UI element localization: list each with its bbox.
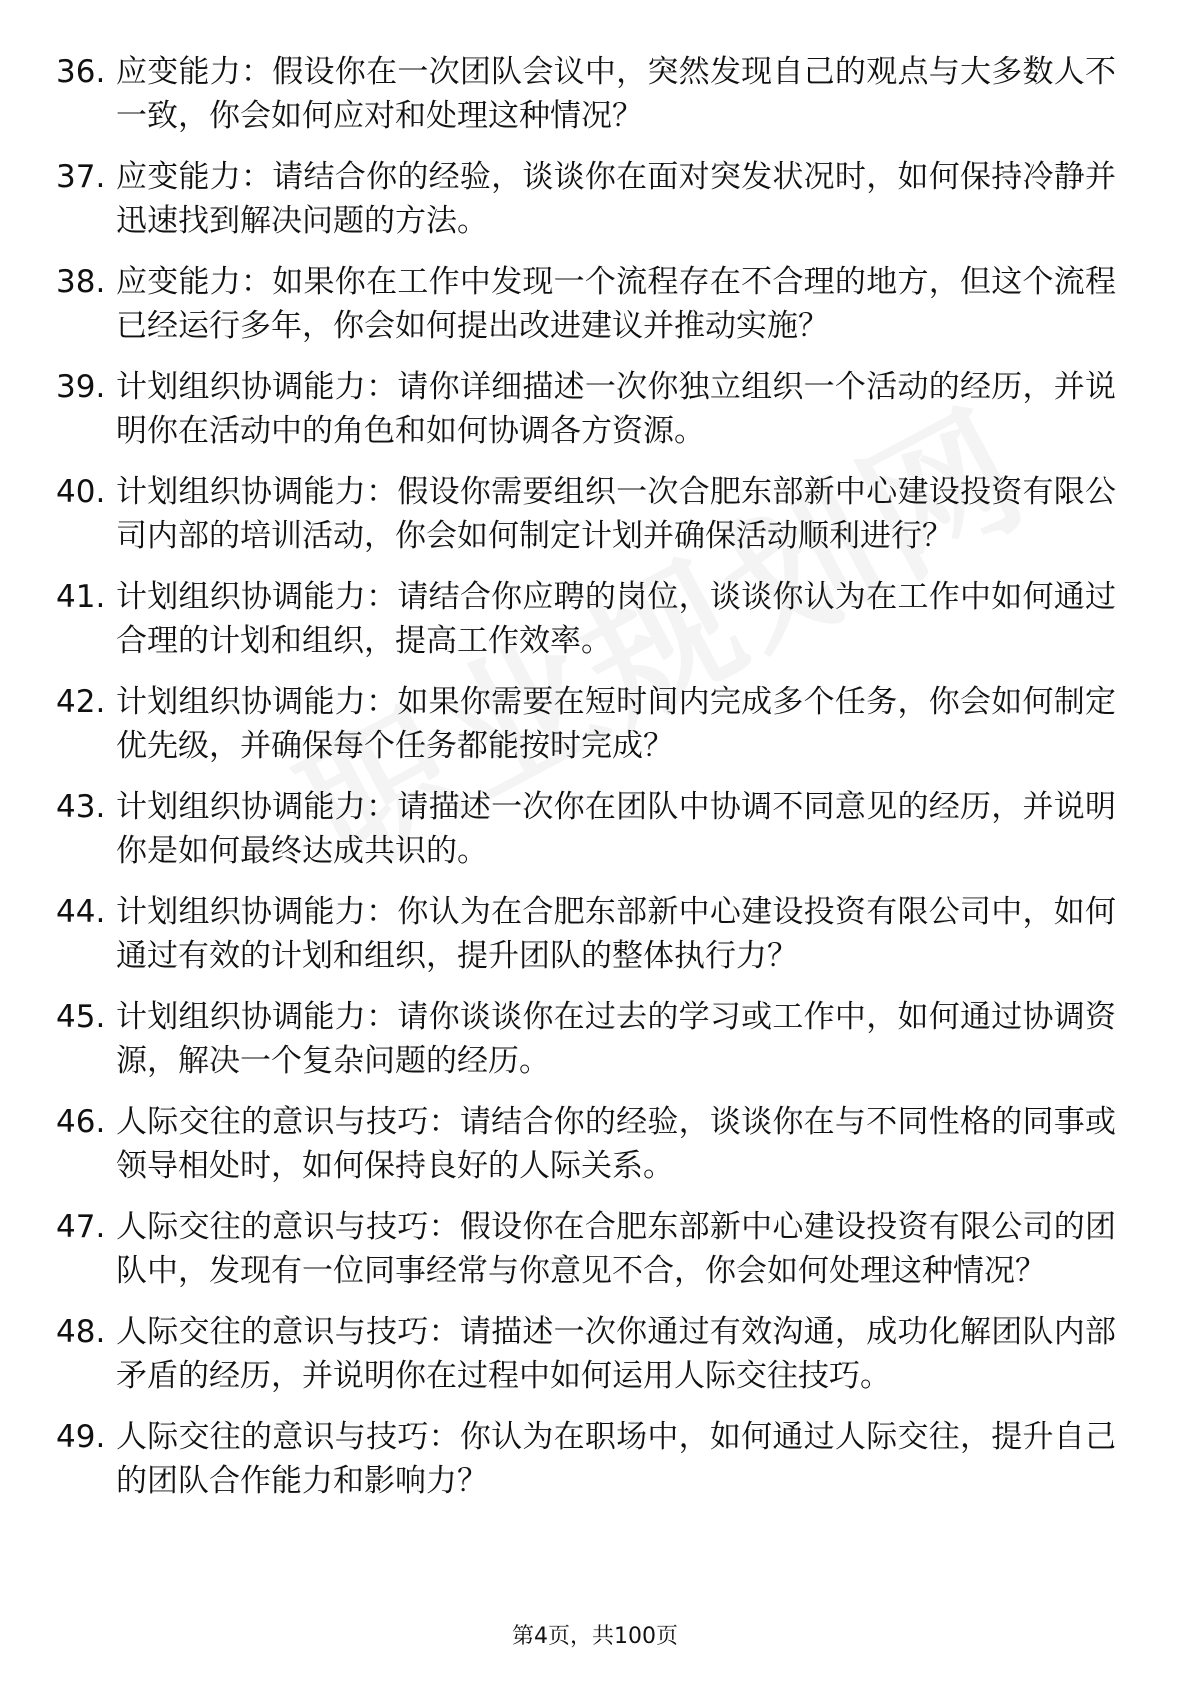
- question-number: 42.: [56, 684, 106, 720]
- question-text: 计划组织协调能力：请你谈谈你在过去的学习或工作中，如何通过协调资源，解决一个复杂问题的经历。: [116, 999, 1116, 1079]
- question-item: [56, 1205, 1116, 1293]
- question-number: 41.: [56, 579, 106, 615]
- question-item: [56, 1310, 1116, 1398]
- question-text: 人际交往的意识与技巧：假设你在合肥东部新中心建设投资有限公司的团队中，发现有一位同事经常与你意见不合，你会如何处理这种情况？: [116, 1209, 1116, 1289]
- question-item: [56, 680, 1116, 768]
- question-number: 48.: [56, 1314, 106, 1350]
- question-number: 37.: [56, 159, 106, 195]
- question-text: 计划组织协调能力：你认为在合肥东部新中心建设投资有限公司中，如何通过有效的计划和组织，提升团队的整体执行力？: [116, 894, 1116, 974]
- page-footer: [0, 1622, 1190, 1652]
- question-text: 计划组织协调能力：假设你需要组织一次合肥东部新中心建设投资有限公司内部的培训活动，你会如何制定计划并确保活动顺利进行？: [116, 474, 1116, 554]
- question-number: 38.: [56, 264, 106, 300]
- question-number: 47.: [56, 1209, 106, 1245]
- question-number: 39.: [56, 369, 106, 405]
- question-number: 43.: [56, 789, 106, 825]
- question-item: [56, 785, 1116, 873]
- question-item: [56, 470, 1116, 558]
- question-text: 人际交往的意识与技巧：请描述一次你通过有效沟通，成功化解团队内部矛盾的经历，并说明你在过程中如何运用人际交往技巧。: [116, 1314, 1116, 1394]
- question-number: 36.: [56, 54, 106, 90]
- question-item: [56, 575, 1116, 663]
- question-item: [56, 155, 1116, 243]
- question-list: [56, 50, 1116, 1520]
- question-text: 人际交往的意识与技巧：请结合你的经验，谈谈你在与不同性格的同事或领导相处时，如何保持良好的人际关系。: [116, 1104, 1116, 1184]
- question-item: [56, 890, 1116, 978]
- question-number: 46.: [56, 1104, 106, 1140]
- question-number: 44.: [56, 894, 106, 930]
- question-text: 应变能力：请结合你的经验，谈谈你在面对突发状况时，如何保持冷静并迅速找到解决问题的方法。: [116, 159, 1116, 239]
- question-item: [56, 1100, 1116, 1188]
- question-item: [56, 260, 1116, 348]
- question-text: 应变能力：如果你在工作中发现一个流程存在不合理的地方，但这个流程已经运行多年，你会如何提出改进建议并推动实施？: [116, 264, 1116, 344]
- question-text: 人际交往的意识与技巧：你认为在职场中，如何通过人际交往，提升自己的团队合作能力和影响力？: [116, 1419, 1116, 1499]
- question-number: 45.: [56, 999, 106, 1035]
- question-item: [56, 365, 1116, 453]
- question-item: [56, 995, 1116, 1083]
- question-item: [56, 1415, 1116, 1503]
- question-item: [56, 50, 1116, 138]
- question-text: 计划组织协调能力：请描述一次你在团队中协调不同意见的经历，并说明你是如何最终达成共识的。: [116, 789, 1116, 869]
- page-number-label: 第4页，共100页: [512, 1624, 678, 1649]
- question-text: 计划组织协调能力：请结合你应聘的岗位，谈谈你认为在工作中如何通过合理的计划和组织，提高工作效率。: [116, 579, 1116, 659]
- question-text: 计划组织协调能力：请你详细描述一次你独立组织一个活动的经历，并说明你在活动中的角色和如何协调各方资源。: [116, 369, 1116, 449]
- question-text: 计划组织协调能力：如果你需要在短时间内完成多个任务，你会如何制定优先级，并确保每个任务都能按时完成？: [116, 684, 1116, 764]
- question-text: 应变能力：假设你在一次团队会议中，突然发现自己的观点与大多数人不一致，你会如何应对和处理这种情况？: [116, 54, 1116, 134]
- question-number: 49.: [56, 1419, 106, 1455]
- question-number: 40.: [56, 474, 106, 510]
